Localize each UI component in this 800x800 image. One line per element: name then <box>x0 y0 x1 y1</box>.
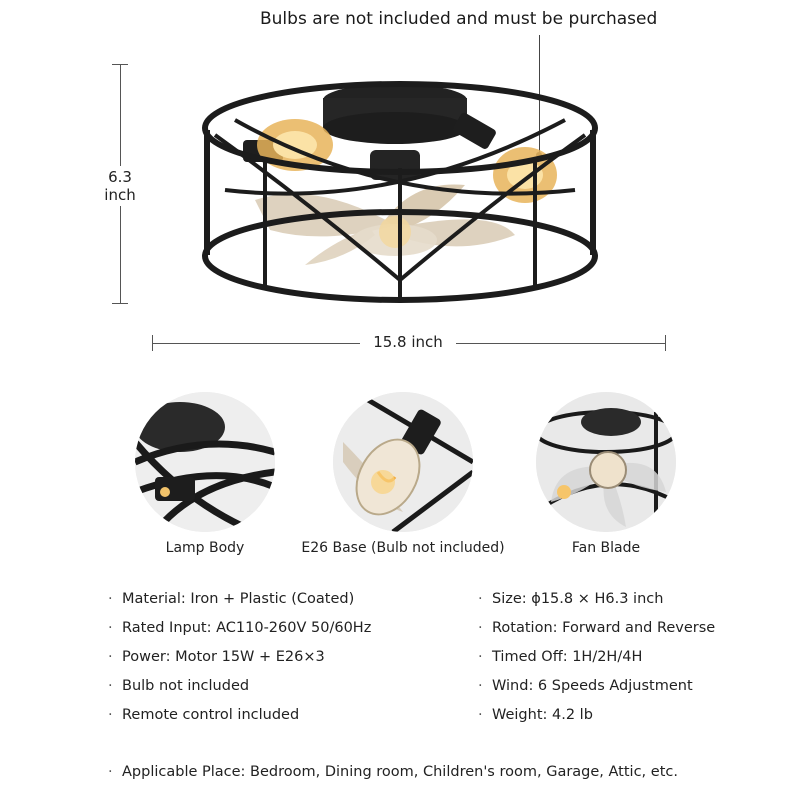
height-tick-top <box>112 64 128 65</box>
detail-fan-blade-image <box>536 392 676 532</box>
spec-text: Power: Motor 15W + E26×3 <box>122 649 325 665</box>
spec-power <box>108 649 325 665</box>
spec-material <box>108 591 354 607</box>
spec-text: Timed Off: 1H/2H/4H <box>492 649 643 665</box>
width-tick-right <box>665 335 666 351</box>
spec-timed-off <box>478 649 642 665</box>
spec-weight <box>478 707 593 723</box>
bullet-glyph: · <box>478 620 483 636</box>
bullet-glyph: · <box>108 620 113 636</box>
height-label: 6.3 inch <box>90 166 150 206</box>
spec-text: Weight: 4.2 lb <box>492 707 593 723</box>
width-tick-left <box>152 335 153 351</box>
bullet-glyph: · <box>478 678 483 694</box>
bullet-glyph: · <box>108 591 113 607</box>
detail-e26-base-image <box>333 392 473 532</box>
caption-fan-blade: Fan Blade <box>571 540 641 556</box>
spec-wind <box>478 678 693 694</box>
detail-lamp-body-image <box>135 392 275 532</box>
bulb-note: Bulbs are not included and must be purchased <box>260 9 658 29</box>
bullet-glyph: · <box>108 678 113 694</box>
spec-bulb <box>108 678 249 694</box>
spec-size <box>478 591 663 607</box>
bullet-glyph: · <box>478 591 483 607</box>
spec-rotation <box>478 620 715 636</box>
spec-text: Size: ϕ15.8 × H6.3 inch <box>492 591 664 607</box>
caption-e26-base: E26 Base (Bulb not included) <box>301 540 505 556</box>
spec-text: Rated Input: AC110-260V 50/60Hz <box>122 620 372 636</box>
spec-text: Bulb not included <box>122 678 250 694</box>
spec-applicable-place <box>108 764 678 780</box>
spec-text: Wind: 6 Speeds Adjustment <box>492 678 693 694</box>
bullet-glyph: · <box>108 764 113 780</box>
spec-rated-input <box>108 620 371 636</box>
ceiling-fan-image <box>195 60 605 310</box>
bullet-glyph: · <box>478 707 483 723</box>
bullet-glyph: · <box>108 649 113 665</box>
width-label: 15.8 inch <box>360 333 456 351</box>
spec-remote <box>108 707 299 723</box>
bullet-glyph: · <box>478 649 483 665</box>
height-tick-bottom <box>112 303 128 304</box>
spec-text: Rotation: Forward and Reverse <box>492 620 716 636</box>
spec-text: Material: Iron + Plastic (Coated) <box>122 591 355 607</box>
bullet-glyph: · <box>108 707 113 723</box>
spec-text: Applicable Place: Bedroom, Dining room, Children's room, Garage, Attic, etc. <box>122 764 678 780</box>
caption-lamp-body: Lamp Body <box>165 540 245 556</box>
spec-text: Remote control included <box>122 707 300 723</box>
